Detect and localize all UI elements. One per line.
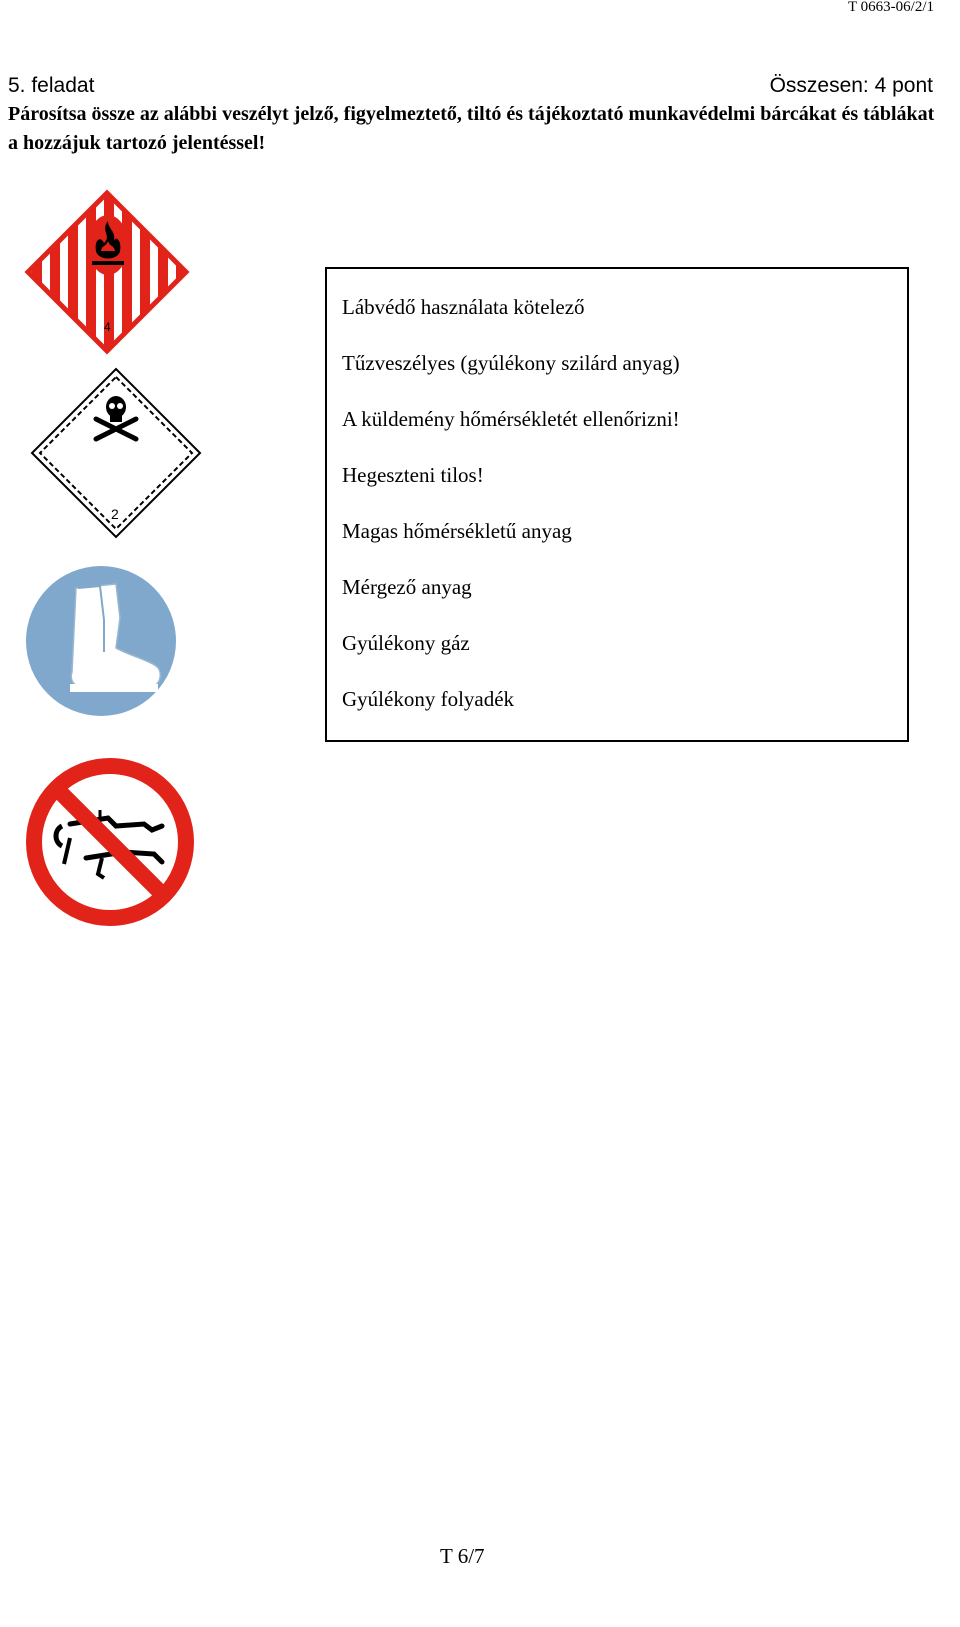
meaning-item: Tűzveszélyes (gyúlékony szilárd anyag) — [342, 351, 680, 375]
meanings-box — [325, 267, 909, 742]
meanings-list — [327, 269, 907, 727]
meaning-item: Mérgező anyag — [342, 575, 472, 599]
meaning-item: Hegeszteni tilos! — [342, 463, 484, 487]
page-number: T 6/7 — [440, 1544, 485, 1568]
total-points: Összesen: 4 pont — [769, 74, 933, 97]
document-code: T 0663-06/2/1 — [848, 0, 934, 15]
meaning-item: A küldemény hőmérsékletét ellenőrizni! — [342, 407, 680, 431]
flammable-solid-placard-icon — [4, 183, 212, 363]
no-welding-sign-icon — [4, 738, 226, 956]
toxic-gas-placard-icon — [4, 363, 226, 543]
task-number: 5. feladat — [8, 74, 95, 97]
placard-class-number: 4 — [104, 320, 111, 334]
placard-class-number: 2 — [111, 506, 119, 522]
meaning-item: Lábvédő használata kötelező — [342, 295, 585, 319]
task-instruction: Párosítsa össze az alábbi veszélyt jelző, figyelmeztető, tiltó és tájékoztató munkavédelmi bárcákat és táblákat a hozzájuk tartozó jelentéssel! — [8, 103, 935, 154]
meaning-item: Magas hőmérsékletű anyag — [342, 519, 572, 543]
safety-boots-mandatory-sign-icon — [8, 560, 196, 722]
meaning-item: Gyúlékony folyadék — [342, 687, 515, 711]
meaning-item: Gyúlékony gáz — [342, 631, 470, 655]
